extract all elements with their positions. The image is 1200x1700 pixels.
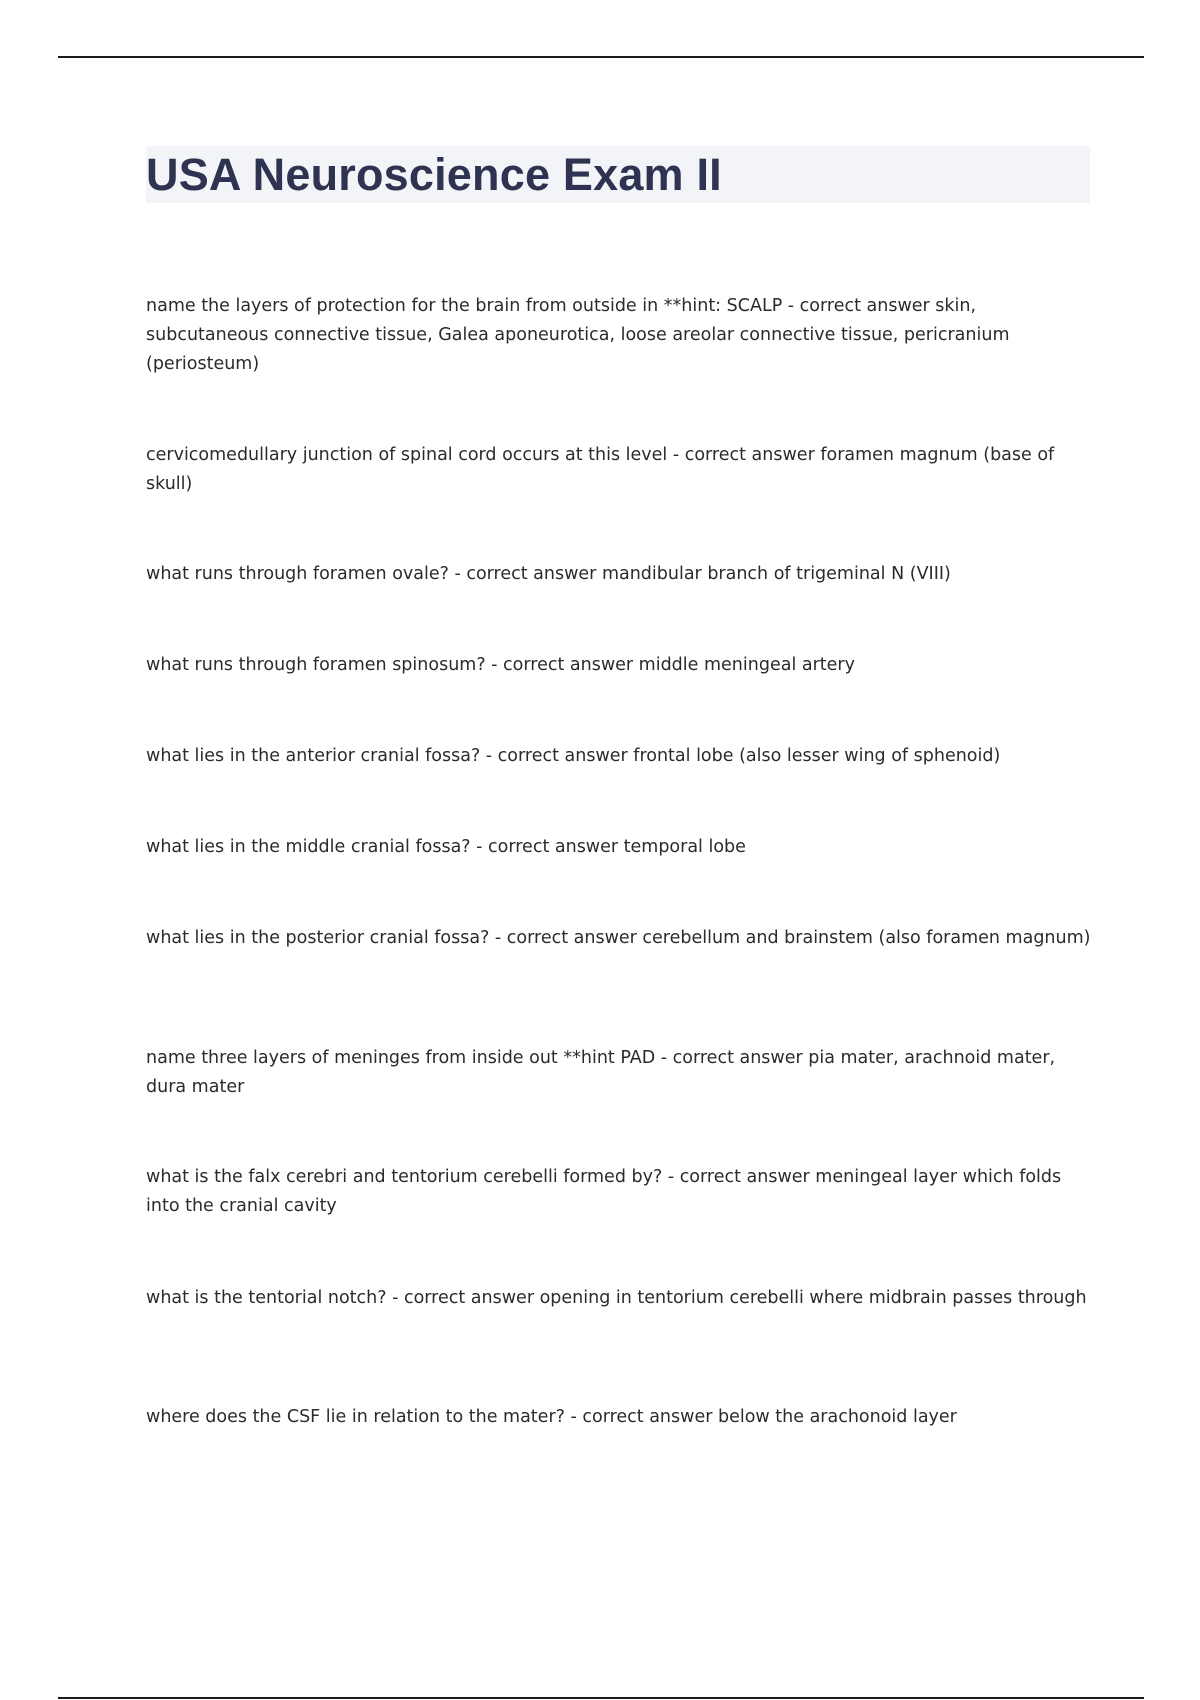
- qa-item: name three layers of meninges from inside out **hint PAD - correct answer pia mater, arachnoid mater, dura mater: [146, 1048, 1056, 1097]
- qa-item: what lies in the posterior cranial fossa? - correct answer cerebellum and brainstem (also foramen magnum): [146, 928, 1091, 948]
- top-divider: [58, 56, 1144, 58]
- qa-item: what lies in the middle cranial fossa? - correct answer temporal lobe: [146, 837, 746, 857]
- page-title: USA Neuroscience Exam II: [146, 149, 722, 200]
- qa-item: what is the falx cerebri and tentorium cerebelli formed by? - correct answer meningeal layer which folds into the cranial cavity: [146, 1167, 1062, 1216]
- qa-item: name the layers of protection for the brain from outside in **hint: SCALP - correct answer skin, subcutaneous connective tissue, Galea aponeurotica, loose areolar connective tissue, pericranium (periosteum): [146, 296, 1010, 374]
- qa-item: cervicomedullary junction of spinal cord occurs at this level - correct answer foramen magnum (base of skull): [146, 445, 1055, 494]
- bottom-divider: [58, 1697, 1144, 1699]
- qa-item: what lies in the anterior cranial fossa? - correct answer frontal lobe (also lesser wing of sphenoid): [146, 746, 1001, 766]
- qa-item: what is the tentorial notch? - correct answer opening in tentorium cerebelli where midbrain passes through: [146, 1288, 1087, 1308]
- qa-item: what runs through foramen spinosum? - correct answer middle meningeal artery: [146, 655, 855, 675]
- qa-item: where does the CSF lie in relation to the mater? - correct answer below the arachonoid layer: [146, 1407, 957, 1427]
- qa-item: what runs through foramen ovale? - correct answer mandibular branch of trigeminal N (VIII): [146, 564, 951, 584]
